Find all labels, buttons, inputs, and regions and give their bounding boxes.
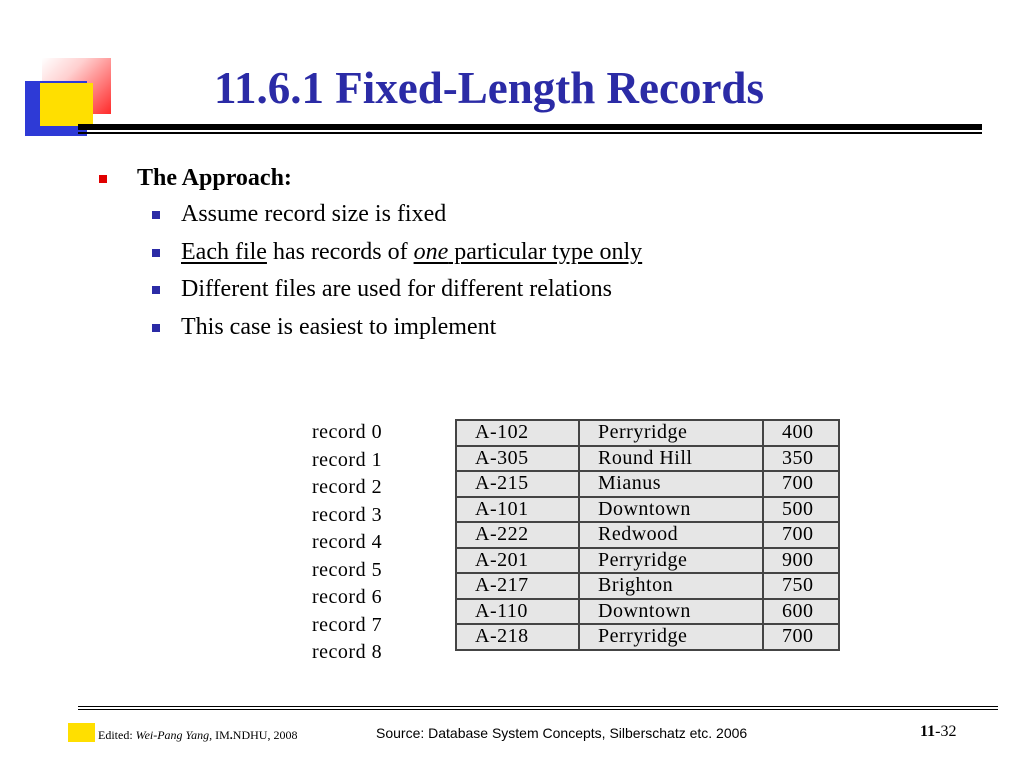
bullet-text: has records of bbox=[266, 238, 414, 265]
table-row bbox=[456, 573, 839, 599]
table-row bbox=[456, 446, 839, 472]
bullet-text-italic: one bbox=[413, 238, 449, 265]
balance-cell: 700 bbox=[763, 471, 839, 497]
bullet-list bbox=[96, 160, 642, 346]
logo-yellow-square bbox=[40, 83, 93, 126]
record-label: record 1 bbox=[312, 448, 383, 471]
balance-cell: 350 bbox=[763, 446, 839, 472]
account-cell: A-215 bbox=[456, 471, 579, 497]
record-label: record 5 bbox=[312, 558, 383, 581]
branch-cell: Downtown bbox=[579, 599, 763, 625]
affiliation-rest: NDHU, 2008 bbox=[232, 728, 298, 742]
bullet-item bbox=[96, 271, 642, 309]
branch-cell: Perryridge bbox=[579, 420, 763, 446]
footer-yellow-square bbox=[68, 723, 95, 742]
record-label: record 3 bbox=[312, 503, 383, 526]
table-row bbox=[456, 624, 839, 650]
account-cell: A-110 bbox=[456, 599, 579, 625]
branch-cell: Perryridge bbox=[579, 548, 763, 574]
account-cell: A-222 bbox=[456, 522, 579, 548]
slide-number: -32 bbox=[935, 723, 957, 740]
record-label: record 4 bbox=[312, 531, 383, 553]
bullet-item bbox=[96, 234, 642, 272]
table-row bbox=[456, 497, 839, 523]
bullet-heading bbox=[96, 160, 642, 196]
branch-cell: Downtown bbox=[579, 497, 763, 523]
records-table bbox=[455, 419, 840, 651]
footer-rule bbox=[78, 709, 998, 710]
account-cell: A-102 bbox=[456, 420, 579, 446]
slide-title: 11.6.1 Fixed-Length Records bbox=[214, 63, 764, 113]
balance-cell: 600 bbox=[763, 599, 839, 625]
branch-cell: Brighton bbox=[579, 573, 763, 599]
balance-cell: 700 bbox=[763, 624, 839, 650]
branch-cell: Mianus bbox=[579, 471, 763, 497]
affiliation-dot: . bbox=[229, 728, 233, 742]
edited-prefix: Edited: bbox=[98, 728, 136, 742]
bullet-text-underlined: particular type only bbox=[448, 238, 643, 265]
record-label: record 2 bbox=[312, 476, 383, 498]
footer-source: Source: Database System Concepts, Silberschatz etc. 2006 bbox=[376, 725, 748, 741]
table-row bbox=[456, 471, 839, 497]
page-number bbox=[920, 723, 956, 741]
bullet-text: Different files are used for different relations bbox=[181, 276, 612, 302]
red-square-bullet-icon bbox=[99, 175, 107, 183]
blue-square-bullet-icon bbox=[152, 324, 160, 332]
balance-cell: 900 bbox=[763, 548, 839, 574]
account-cell: A-101 bbox=[456, 497, 579, 523]
bullet-text: This case is easiest to implement bbox=[181, 313, 497, 340]
table-row bbox=[456, 548, 839, 574]
author-name: Wei-Pang Yang, bbox=[135, 728, 213, 742]
bullet-text-underlined: Each file bbox=[181, 238, 267, 265]
title-rule-thick bbox=[78, 124, 982, 130]
title-rule-thin bbox=[78, 132, 982, 134]
footer-credit bbox=[98, 728, 297, 743]
footer-rule bbox=[78, 706, 998, 707]
record-labels bbox=[312, 419, 382, 667]
bullet-item bbox=[96, 196, 642, 234]
record-label: record 7 bbox=[312, 613, 383, 636]
balance-cell: 500 bbox=[763, 497, 839, 523]
branch-cell: Round Hill bbox=[579, 446, 763, 472]
blue-square-bullet-icon bbox=[152, 286, 160, 294]
account-cell: A-305 bbox=[456, 446, 579, 472]
account-cell: A-218 bbox=[456, 624, 579, 650]
heading-text: The Approach: bbox=[137, 165, 292, 191]
branch-cell: Perryridge bbox=[579, 624, 763, 650]
record-label: record 8 bbox=[312, 641, 383, 663]
account-cell: A-201 bbox=[456, 548, 579, 574]
branch-cell: Redwood bbox=[579, 522, 763, 548]
affiliation: IM bbox=[212, 728, 230, 742]
table-row bbox=[456, 599, 839, 625]
table-row bbox=[456, 420, 839, 446]
bullet-item bbox=[96, 309, 642, 347]
balance-cell: 400 bbox=[763, 420, 839, 446]
table-row bbox=[456, 522, 839, 548]
balance-cell: 750 bbox=[763, 573, 839, 599]
balance-cell: 700 bbox=[763, 522, 839, 548]
bullet-text: Assume record size is fixed bbox=[181, 201, 447, 227]
blue-square-bullet-icon bbox=[152, 249, 160, 257]
chapter-number: 11 bbox=[920, 723, 936, 740]
blue-square-bullet-icon bbox=[152, 211, 160, 219]
account-cell: A-217 bbox=[456, 573, 579, 599]
record-label: record 6 bbox=[312, 586, 383, 608]
record-label: record 0 bbox=[312, 421, 383, 443]
